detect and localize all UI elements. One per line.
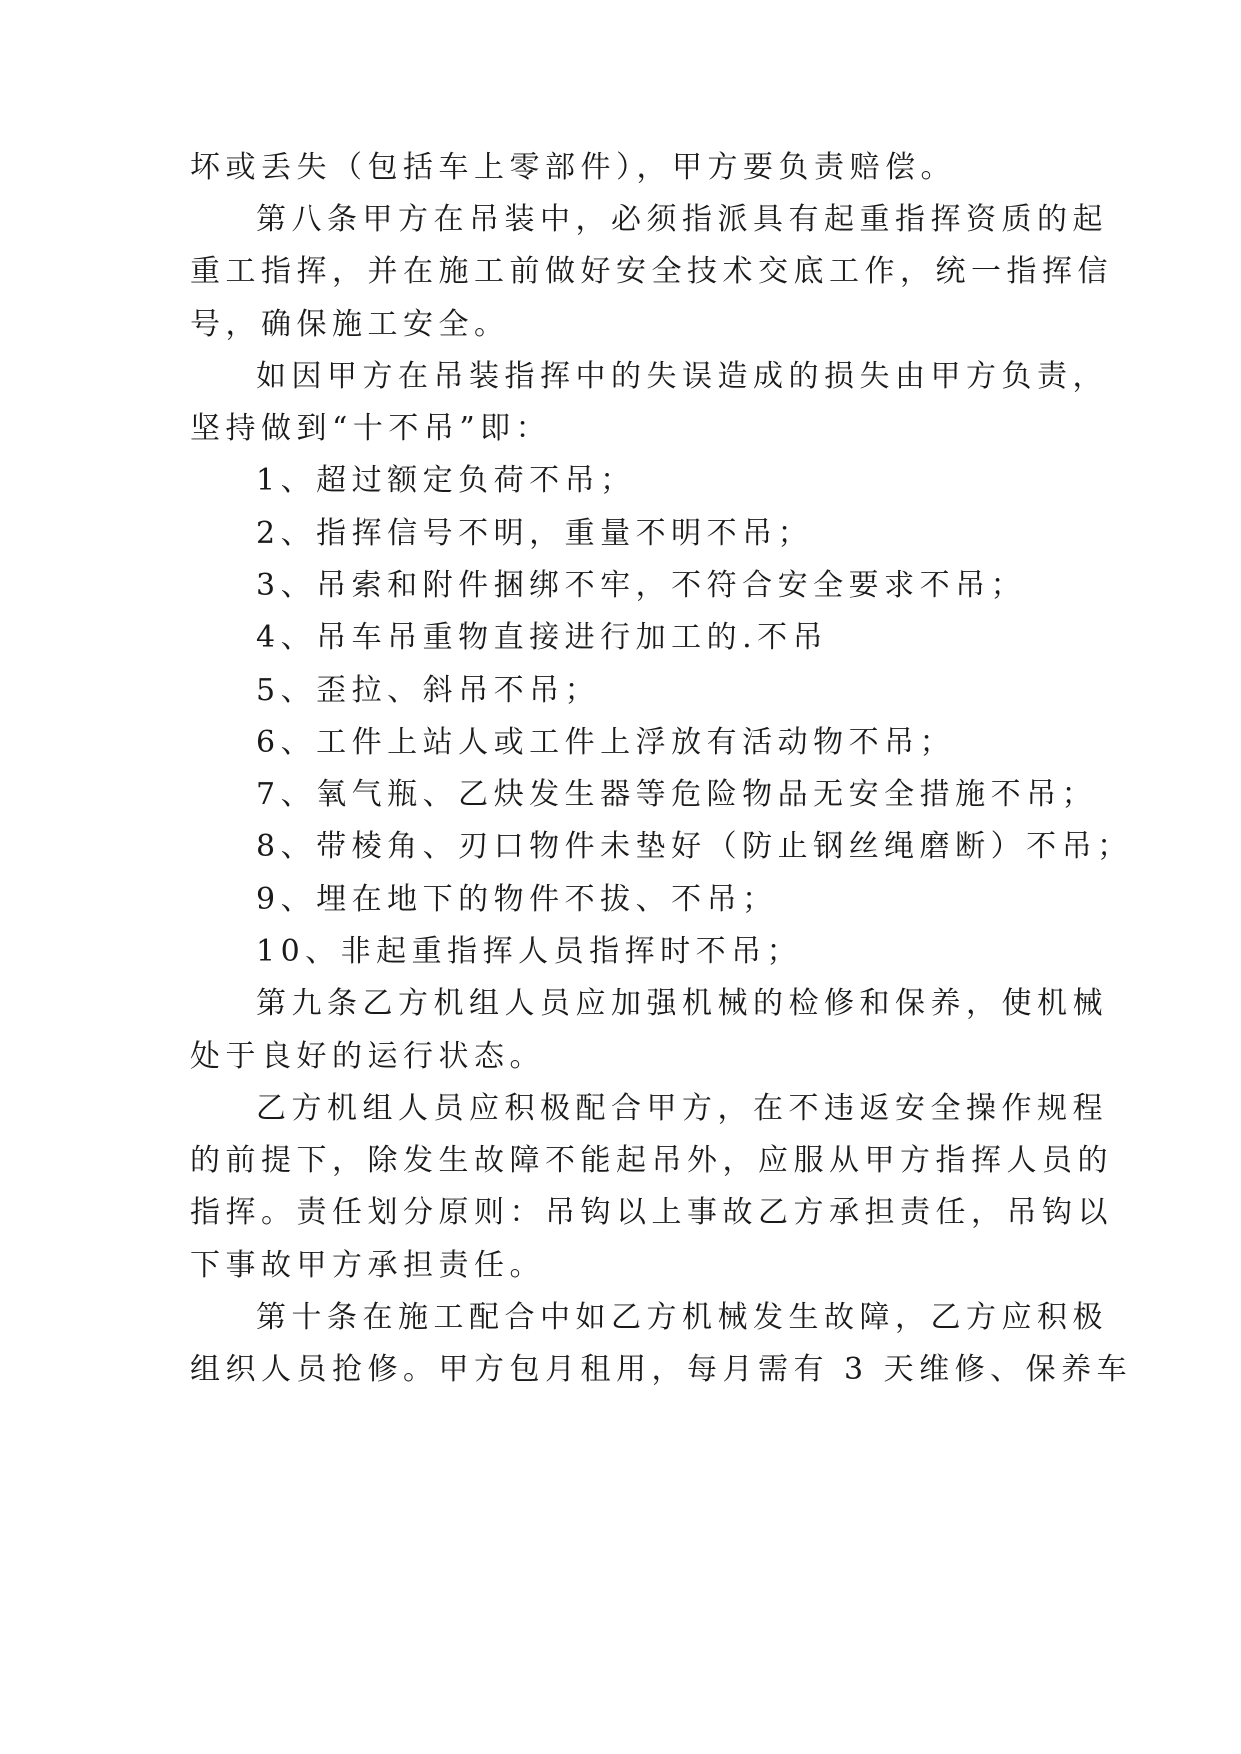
list-item: 4、吊车吊重物直接进行加工的.不吊 — [256, 620, 829, 655]
list-item: 5、歪拉、斜吊不吊； — [256, 673, 601, 708]
text-line: 号，确保施工安全。 — [190, 307, 510, 342]
list-item: 6、工件上站人或工件上浮放有活动物不吊； — [256, 725, 956, 760]
text-line: 坏或丢失（包括车上零部件），甲方要负责赔偿。 — [190, 150, 956, 185]
text-line: 乙方机组人员应积极配合甲方，在不违返安全操作规程 — [256, 1091, 1108, 1126]
list-item: 3、吊索和附件捆绑不牢，不符合安全要求不吊； — [256, 568, 1027, 603]
text-line: 指挥。责任划分原则：吊钩以上事故乙方承担责任，吊钩以 — [190, 1195, 1113, 1230]
text-line: 处于良好的运行状态。 — [190, 1039, 545, 1074]
text-line: 组织人员抢修。甲方包月租用，每月需有 3 天维修、保养车 — [190, 1352, 1133, 1387]
text-line: 的前提下，除发生故障不能起吊外，应服从甲方指挥人员的 — [190, 1143, 1113, 1178]
list-item: 8、带棱角、刃口物件未垫好（防止钢丝绳磨断）不吊； — [256, 829, 1133, 864]
list-item: 2、指挥信号不明，重量不明不吊； — [256, 516, 814, 551]
text-line: 如因甲方在吊装指挥中的失误造成的损失由甲方负责， — [256, 359, 1108, 394]
text-line: 第十条在施工配合中如乙方机械发生故障，乙方应积极 — [256, 1300, 1108, 1335]
list-item: 7、氧气瓶、乙炔发生器等危险物品无安全措施不吊； — [256, 777, 1098, 812]
text-line: 第八条甲方在吊装中，必须指派具有起重指挥资质的起 — [256, 202, 1108, 237]
text-line: 坚持做到“十不吊”即： — [190, 411, 552, 446]
text-line: 重工指挥，并在施工前做好安全技术交底工作，统一指挥信 — [190, 254, 1113, 289]
list-item: 9、埋在地下的物件不拔、不吊； — [256, 882, 778, 917]
text-line: 下事故甲方承担责任。 — [190, 1248, 545, 1283]
list-item: 10、非起重指挥人员指挥时不吊； — [256, 934, 803, 969]
list-item: 1、超过额定负荷不吊； — [256, 463, 636, 498]
text-line: 第九条乙方机组人员应加强机械的检修和保养，使机械 — [256, 986, 1108, 1021]
